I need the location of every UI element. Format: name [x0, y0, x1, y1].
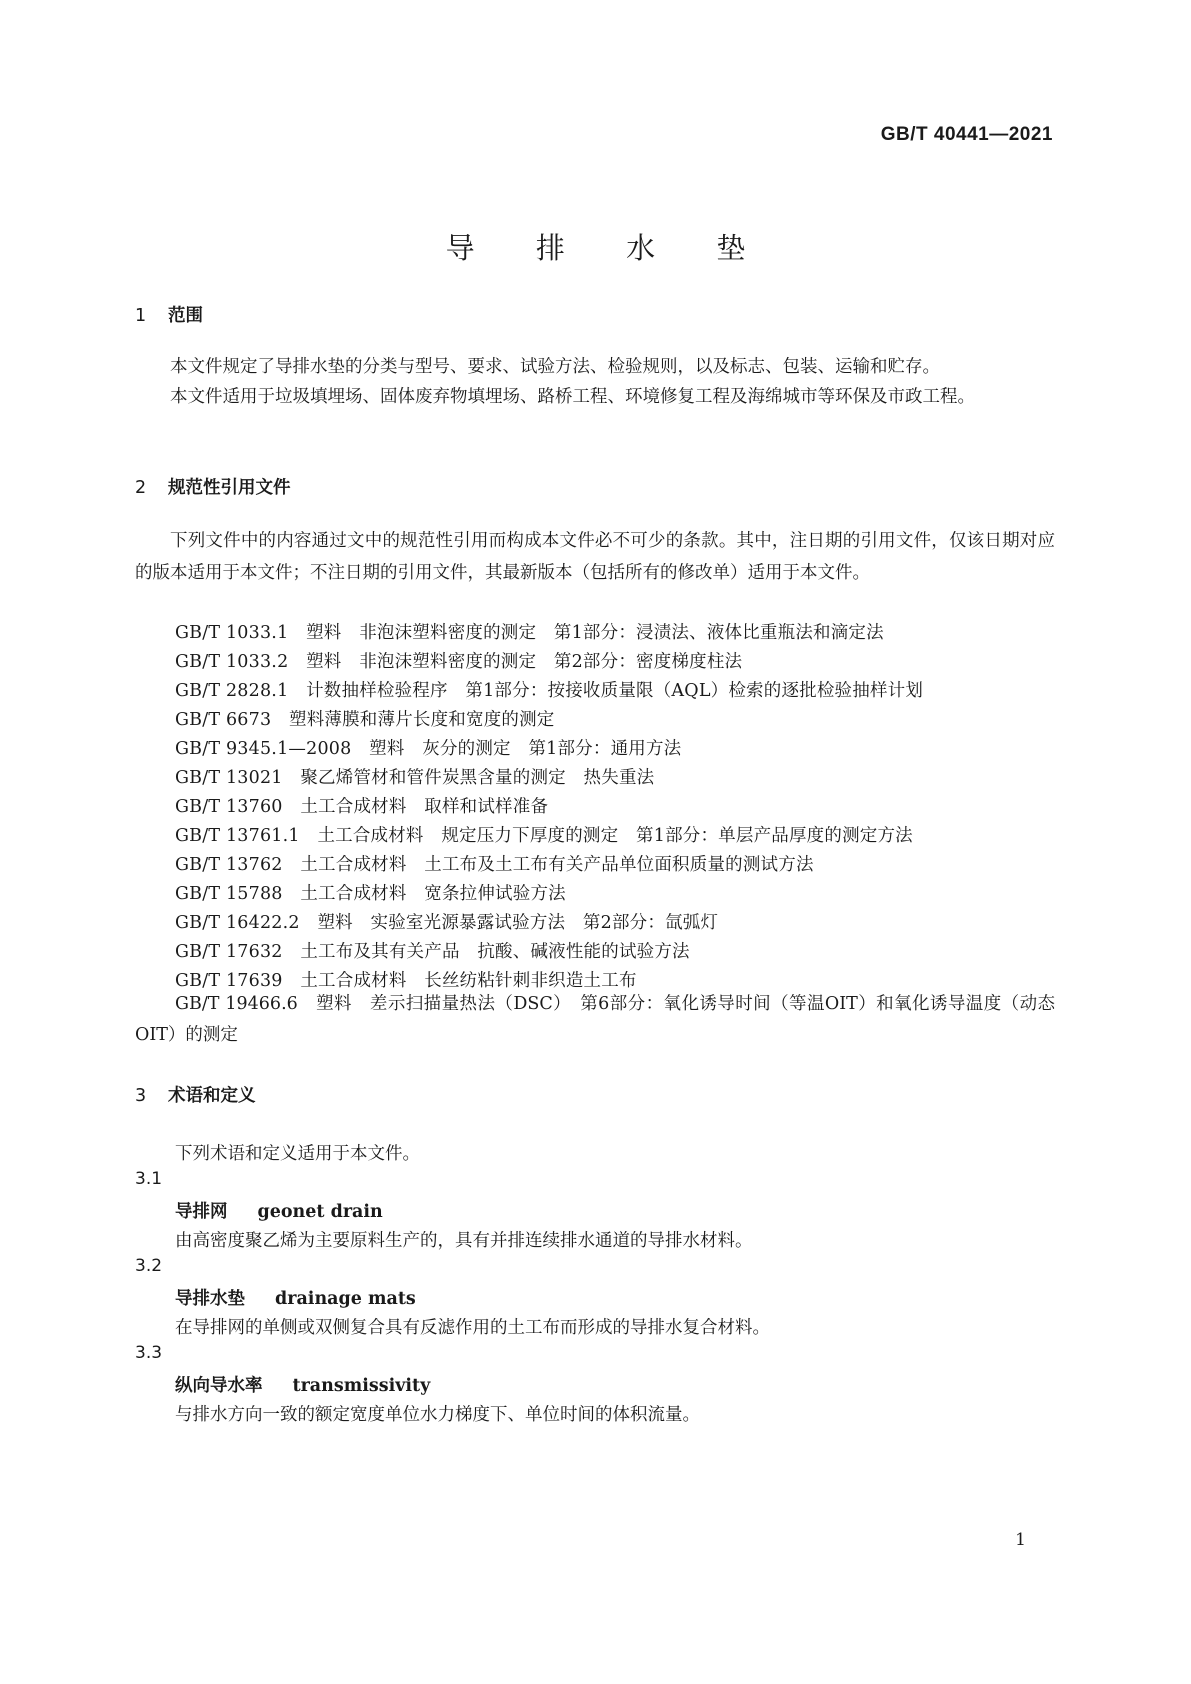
reference-item: GB/T 13762 土工合成材料 土工布及土工布有关产品单位面积质量的测试方法 — [175, 855, 814, 875]
section-title: 术语和定义 — [168, 1086, 256, 1106]
term-number: 3.3 — [135, 1343, 163, 1363]
term-en: drainage mats — [275, 1289, 416, 1309]
reference-item: GB/T 19466.6 塑料 差示扫描量热法（DSC） 第6部分：氧化诱导时间（等温OIT）和氧化诱导温度（动态OIT）的测定 — [135, 994, 1055, 1045]
reference-item: GB/T 9345.1—2008 塑料 灰分的测定 第1部分：通用方法 — [175, 739, 682, 759]
term-zh: 导排网 — [175, 1202, 228, 1222]
term-en: transmissivity — [292, 1376, 431, 1396]
section-title: 规范性引用文件 — [168, 478, 291, 498]
section-number: 3 — [135, 1086, 147, 1106]
term-number: 3.2 — [135, 1256, 163, 1276]
term-heading — [175, 1285, 416, 1310]
paragraph: 本文件规定了导排水垫的分类与型号、要求、试验方法、检验规则，以及标志、包装、运输和贮存。 — [170, 357, 940, 377]
term-en: geonet drain — [257, 1202, 383, 1222]
reference-item: GB/T 13021 聚乙烯管材和管件炭黑含量的测定 热失重法 — [175, 768, 655, 788]
reference-item: GB/T 13760 土工合成材料 取样和试样准备 — [175, 797, 549, 817]
reference-item: GB/T 1033.2 塑料 非泡沫塑料密度的测定 第2部分：密度梯度柱法 — [175, 652, 743, 672]
section-number: 1 — [135, 306, 147, 326]
section-number: 2 — [135, 478, 147, 498]
section-intro: 下列术语和定义适用于本文件。 — [175, 1144, 420, 1164]
reference-item: GB/T 13761.1 土工合成材料 规定压力下厚度的测定 第1部分：单层产品厚度的测定方法 — [175, 826, 913, 846]
reference-item: GB/T 17632 土工布及其有关产品 抗酸、碱液性能的试验方法 — [175, 942, 690, 962]
term-zh: 导排水垫 — [175, 1289, 245, 1309]
paragraph: 本文件适用于垃圾填埋场、固体废弃物填埋场、路桥工程、环境修复工程及海绵城市等环保及市政工程。 — [170, 387, 975, 407]
term-heading — [175, 1372, 430, 1397]
term-definition: 与排水方向一致的额定宽度单位水力梯度下、单位时间的体积流量。 — [175, 1405, 700, 1425]
term-definition: 由高密度聚乙烯为主要原料生产的，具有并排连续排水通道的导排水材料。 — [175, 1231, 753, 1251]
reference-item: GB/T 16422.2 塑料 实验室光源暴露试验方法 第2部分：氙弧灯 — [175, 913, 719, 933]
reference-item: GB/T 6673 塑料薄膜和薄片长度和宽度的测定 — [175, 710, 555, 730]
reference-item: GB/T 15788 土工合成材料 宽条拉伸试验方法 — [175, 884, 566, 904]
reference-item: GB/T 17639 土工合成材料 长丝纺粘针刺非织造土工布 — [175, 971, 637, 991]
term-zh: 纵向导水率 — [175, 1376, 263, 1396]
reference-item: GB/T 1033.1 塑料 非泡沫塑料密度的测定 第1部分：浸渍法、液体比重瓶法和滴定法 — [175, 623, 884, 643]
page-number: 1 — [1015, 1530, 1026, 1550]
section-heading — [135, 474, 291, 499]
section-heading — [135, 1082, 256, 1107]
paragraph: 下列文件中的内容通过文中的规范性引用而构成本文件必不可少的条款。其中，注日期的引用文件，仅该日期对应的版本适用于本文件；不注日期的引用文件，其最新版本（包括所有的修改单）适用于本文件。 — [135, 531, 1055, 583]
section-heading — [135, 302, 203, 327]
term-number: 3.1 — [135, 1169, 163, 1189]
term-definition: 在导排网的单侧或双侧复合具有反滤作用的土工布而形成的导排水复合材料。 — [175, 1318, 770, 1338]
reference-item: GB/T 2828.1 计数抽样检验程序 第1部分：按接收质量限（AQL）检索的逐批检验抽样计划 — [175, 681, 924, 701]
page-title: 导 排 水 垫 — [445, 231, 772, 265]
term-heading — [175, 1198, 383, 1223]
standard-number: GB/T 40441—2021 — [880, 124, 1053, 145]
section-title: 范围 — [168, 306, 203, 326]
